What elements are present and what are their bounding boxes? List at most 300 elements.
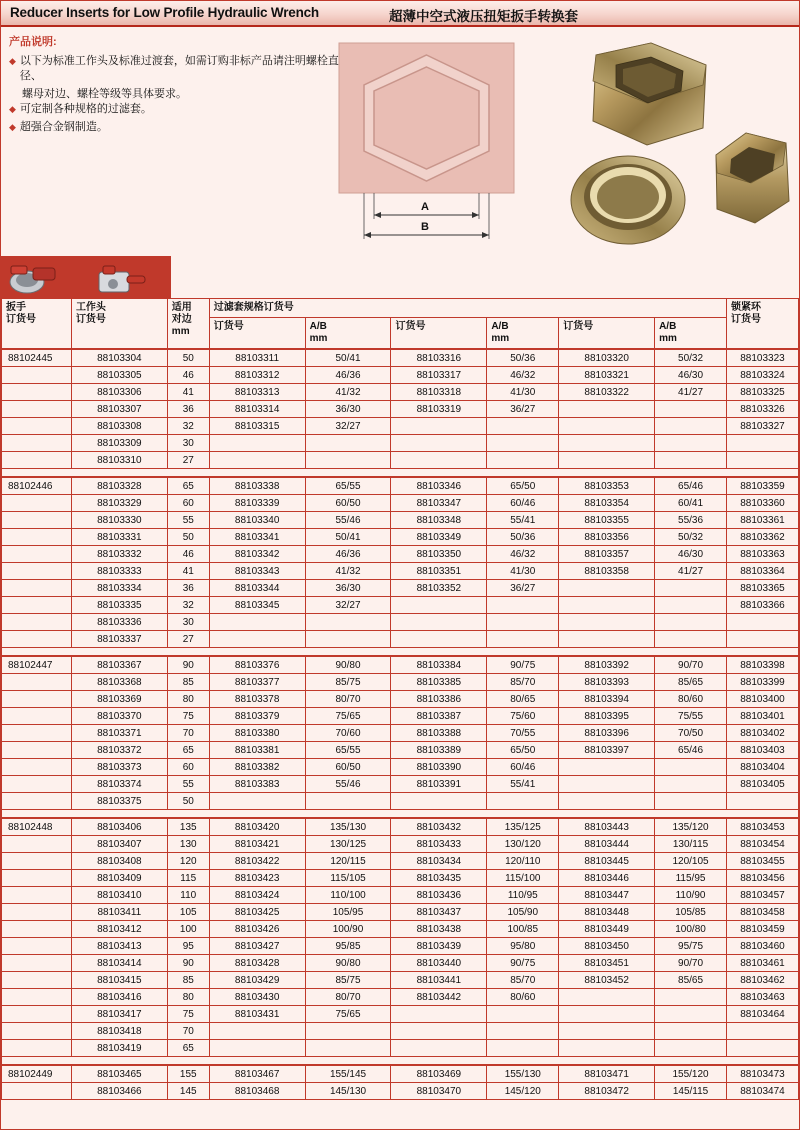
reducer-ab-2: 55/41	[487, 776, 559, 793]
wrench-order-number	[2, 512, 72, 529]
wrench-order-number	[2, 597, 72, 614]
reducer-order-2	[391, 418, 487, 435]
header-text: A/B	[659, 321, 677, 332]
reducer-ab-2: 60/46	[487, 759, 559, 776]
head-order-number: 88103374	[71, 776, 167, 793]
lock-ring-order-number: 88103359	[726, 477, 798, 495]
head-order-number: 88103306	[71, 384, 167, 401]
reducer-order-1	[209, 793, 305, 810]
reducer-order-2: 88103384	[391, 656, 487, 674]
reducer-ab-3: 130/115	[655, 836, 727, 853]
reducer-order-1: 88103430	[209, 989, 305, 1006]
reducer-ab-3: 100/80	[655, 921, 727, 938]
reducer-order-3	[559, 580, 655, 597]
reducer-ab-1: 110/100	[305, 887, 391, 904]
reducer-ab-1	[305, 631, 391, 648]
reducer-ab-3	[655, 435, 727, 452]
lock-ring-order-number: 88103464	[726, 1006, 798, 1023]
reducer-ab-3: 85/65	[655, 674, 727, 691]
head-order-number: 88103309	[71, 435, 167, 452]
lock-ring-order-number: 88103363	[726, 546, 798, 563]
reducer-order-3	[559, 597, 655, 614]
reducer-order-1	[209, 1023, 305, 1040]
reducer-ab-2: 155/130	[487, 1065, 559, 1083]
group-spacer-cell	[2, 1057, 799, 1066]
header-text: 过滤套规格订货号	[213, 302, 294, 313]
reducer-ab-2: 55/41	[487, 512, 559, 529]
wrench-order-number	[2, 384, 72, 401]
group-spacer-cell	[2, 810, 799, 819]
head-order-number: 88103375	[71, 793, 167, 810]
reducer-order-2	[391, 1006, 487, 1023]
lock-ring-order-number: 88103365	[726, 580, 798, 597]
head-order-number: 88103370	[71, 708, 167, 725]
across-flats: 46	[167, 367, 209, 384]
subheader-order-no-3	[559, 318, 655, 350]
header-text: 订货号	[6, 314, 36, 325]
across-flats: 135	[167, 818, 209, 836]
across-flats: 50	[167, 349, 209, 367]
across-flats: 145	[167, 1083, 209, 1100]
table-row	[2, 972, 799, 989]
table-row	[2, 477, 799, 495]
reducer-order-1: 88103376	[209, 656, 305, 674]
reducer-ab-3: 46/30	[655, 546, 727, 563]
reducer-ab-1: 60/50	[305, 495, 391, 512]
product-image-svg	[331, 33, 791, 258]
reducer-ab-3: 70/50	[655, 725, 727, 742]
across-flats: 55	[167, 776, 209, 793]
reducer-ab-1: 80/70	[305, 691, 391, 708]
group-spacer-row	[2, 648, 799, 657]
table-row	[2, 631, 799, 648]
reducer-order-3: 88103356	[559, 529, 655, 546]
lock-ring-order-number: 88103398	[726, 656, 798, 674]
table-row	[2, 512, 799, 529]
description-text: 超强合金钢制造。	[19, 121, 108, 133]
head-order-number: 88103407	[71, 836, 167, 853]
header-text: 订货号	[75, 314, 106, 325]
across-flats: 65	[167, 1040, 209, 1057]
svg-text:A: A	[421, 201, 429, 213]
across-flats: 60	[167, 495, 209, 512]
head-order-number: 88103304	[71, 349, 167, 367]
wrench-order-number	[2, 725, 72, 742]
table-row	[2, 742, 799, 759]
reducer-order-3: 88103443	[559, 818, 655, 836]
lock-ring-order-number: 88103325	[726, 384, 798, 401]
wrench-order-number	[2, 793, 72, 810]
reducer-ab-3: 110/90	[655, 887, 727, 904]
table-row	[2, 495, 799, 512]
reducer-order-1: 88103315	[209, 418, 305, 435]
reducer-order-2	[391, 1023, 487, 1040]
reducer-order-2: 88103316	[391, 349, 487, 367]
reducer-ab-2	[487, 793, 559, 810]
table-row	[2, 870, 799, 887]
across-flats: 50	[167, 529, 209, 546]
reducer-ab-1: 145/130	[305, 1083, 391, 1100]
reducer-ab-1	[305, 793, 391, 810]
reducer-order-3	[559, 793, 655, 810]
reducer-ab-1: 41/32	[305, 384, 391, 401]
table-row	[2, 367, 799, 384]
wrench-order-number	[2, 631, 72, 648]
table-row	[2, 546, 799, 563]
table-row	[2, 418, 799, 435]
reducer-ab-1: 55/46	[305, 776, 391, 793]
reducer-ab-1: 55/46	[305, 512, 391, 529]
subheader-order-no-1	[209, 318, 305, 350]
reducer-order-3: 88103354	[559, 495, 655, 512]
product-description	[9, 33, 339, 138]
reducer-order-1: 88103378	[209, 691, 305, 708]
reducer-ab-2: 90/75	[487, 656, 559, 674]
wrench-order-number	[2, 972, 72, 989]
reducer-order-2: 88103469	[391, 1065, 487, 1083]
reducer-order-1: 88103431	[209, 1006, 305, 1023]
reducer-order-3: 88103446	[559, 870, 655, 887]
header-text: 订货号	[395, 321, 426, 332]
lock-ring-order-number: 88103402	[726, 725, 798, 742]
table-row	[2, 452, 799, 469]
across-flats: 105	[167, 904, 209, 921]
header-across-flats	[167, 299, 209, 350]
reducer-ab-2	[487, 614, 559, 631]
reducer-order-2: 88103470	[391, 1083, 487, 1100]
reducer-ab-2	[487, 1040, 559, 1057]
reducer-ab-1: 50/41	[305, 529, 391, 546]
reducer-order-1: 88103343	[209, 563, 305, 580]
title-bar	[1, 1, 799, 27]
hydraulic-pump-icon	[93, 260, 149, 298]
table-row	[2, 674, 799, 691]
reducer-ab-3	[655, 776, 727, 793]
group-spacer-cell	[2, 469, 799, 478]
head-order-number: 88103419	[71, 1040, 167, 1057]
reducer-order-1: 88103425	[209, 904, 305, 921]
reducer-ab-2: 105/90	[487, 904, 559, 921]
bullet-icon: ◆	[9, 56, 16, 66]
bullet-icon: ◆	[9, 104, 16, 114]
reducer-ab-1: 115/105	[305, 870, 391, 887]
across-flats: 36	[167, 401, 209, 418]
header-lock-ring-order	[726, 299, 798, 350]
reducer-ab-2: 85/70	[487, 674, 559, 691]
across-flats: 30	[167, 614, 209, 631]
reducer-ab-1: 75/65	[305, 708, 391, 725]
head-order-number: 88103328	[71, 477, 167, 495]
lock-ring-order-number: 88103456	[726, 870, 798, 887]
reducer-ab-2: 120/110	[487, 853, 559, 870]
reducer-ab-2	[487, 1006, 559, 1023]
lock-ring-order-number: 88103399	[726, 674, 798, 691]
wrench-order-number	[2, 614, 72, 631]
reducer-order-3	[559, 759, 655, 776]
lock-ring-order-number: 88103458	[726, 904, 798, 921]
reducer-order-3: 88103393	[559, 674, 655, 691]
reducer-order-2	[391, 793, 487, 810]
reducer-ab-3: 80/60	[655, 691, 727, 708]
reducer-ab-3: 105/85	[655, 904, 727, 921]
wrench-order-number	[2, 1083, 72, 1100]
lock-ring-order-number	[726, 435, 798, 452]
head-order-number: 88103368	[71, 674, 167, 691]
lock-ring-order-number: 88103405	[726, 776, 798, 793]
reducer-order-2: 88103346	[391, 477, 487, 495]
reducer-order-2: 88103352	[391, 580, 487, 597]
reducer-ab-3: 75/55	[655, 708, 727, 725]
table-row	[2, 1040, 799, 1057]
reducer-ab-3	[655, 452, 727, 469]
reducer-ab-3	[655, 631, 727, 648]
reducer-order-2: 88103388	[391, 725, 487, 742]
across-flats: 130	[167, 836, 209, 853]
across-flats: 27	[167, 631, 209, 648]
subheader-ab-3	[655, 318, 727, 350]
reducer-ab-1: 85/75	[305, 674, 391, 691]
across-flats: 50	[167, 793, 209, 810]
reducer-ab-1: 130/125	[305, 836, 391, 853]
lock-ring-order-number: 88103455	[726, 853, 798, 870]
reducer-order-1: 88103314	[209, 401, 305, 418]
reducer-ab-3: 50/32	[655, 349, 727, 367]
reducer-ab-1	[305, 614, 391, 631]
table-row	[2, 938, 799, 955]
lock-ring-order-number: 88103364	[726, 563, 798, 580]
table-row	[2, 691, 799, 708]
reducer-ab-1: 65/55	[305, 742, 391, 759]
reducer-ab-3	[655, 597, 727, 614]
reducer-order-2: 88103390	[391, 759, 487, 776]
reducer-ab-1: 120/115	[305, 853, 391, 870]
across-flats: 85	[167, 674, 209, 691]
reducer-order-1	[209, 435, 305, 452]
reducer-order-3	[559, 435, 655, 452]
lock-ring-order-number: 88103403	[726, 742, 798, 759]
reducer-ab-1: 90/80	[305, 656, 391, 674]
lock-ring-order-number: 88103457	[726, 887, 798, 904]
across-flats: 155	[167, 1065, 209, 1083]
reducer-ab-3: 41/27	[655, 384, 727, 401]
across-flats: 100	[167, 921, 209, 938]
table-row	[2, 1065, 799, 1083]
wrench-order-number: 88102448	[2, 818, 72, 836]
wrench-order-number	[2, 401, 72, 418]
wrench-order-number	[2, 989, 72, 1006]
head-order-number: 88103335	[71, 597, 167, 614]
reducer-ab-2	[487, 597, 559, 614]
page-title-chinese: 超薄中空式液压扭矩扳手转换套	[389, 9, 578, 24]
reducer-ab-2: 135/125	[487, 818, 559, 836]
reducer-order-2: 88103433	[391, 836, 487, 853]
group-spacer-cell	[2, 648, 799, 657]
reducer-order-1: 88103429	[209, 972, 305, 989]
reducer-order-1: 88103312	[209, 367, 305, 384]
header-text: mm	[659, 333, 677, 344]
wrench-order-number	[2, 1006, 72, 1023]
reducer-ab-2	[487, 631, 559, 648]
reducer-order-3: 88103445	[559, 853, 655, 870]
head-order-number: 88103373	[71, 759, 167, 776]
head-order-number: 88103418	[71, 1023, 167, 1040]
header-text: mm	[309, 333, 328, 344]
head-order-number: 88103412	[71, 921, 167, 938]
across-flats: 41	[167, 563, 209, 580]
reducer-order-1: 88103467	[209, 1065, 305, 1083]
table-header-row	[2, 299, 799, 318]
wrench-order-number	[2, 563, 72, 580]
head-order-number: 88103337	[71, 631, 167, 648]
reducer-ab-3: 115/95	[655, 870, 727, 887]
reducer-order-2: 88103347	[391, 495, 487, 512]
head-order-number: 88103367	[71, 656, 167, 674]
head-order-number: 88103336	[71, 614, 167, 631]
reducer-ab-3: 65/46	[655, 742, 727, 759]
reducer-ab-3	[655, 989, 727, 1006]
reducer-ab-1	[305, 1040, 391, 1057]
reducer-ab-3: 46/30	[655, 367, 727, 384]
reducer-order-1: 88103377	[209, 674, 305, 691]
head-order-number: 88103371	[71, 725, 167, 742]
head-order-number: 88103332	[71, 546, 167, 563]
table-row	[2, 853, 799, 870]
reducer-ab-3: 90/70	[655, 955, 727, 972]
reducer-ab-1: 70/60	[305, 725, 391, 742]
lock-ring-order-number: 88103324	[726, 367, 798, 384]
table-body	[2, 349, 799, 1100]
reducer-order-2: 88103350	[391, 546, 487, 563]
reducer-order-2: 88103318	[391, 384, 487, 401]
group-spacer-row	[2, 1057, 799, 1066]
table-row	[2, 776, 799, 793]
reducer-order-2	[391, 1040, 487, 1057]
head-order-number: 88103307	[71, 401, 167, 418]
head-order-number: 88103408	[71, 853, 167, 870]
across-flats: 110	[167, 887, 209, 904]
table-row	[2, 725, 799, 742]
reducer-order-3	[559, 401, 655, 418]
header-reducer-group	[209, 299, 726, 318]
head-order-number: 88103308	[71, 418, 167, 435]
description-text: 可定制各种规格的过滤套。	[19, 103, 152, 115]
reducer-order-3	[559, 1023, 655, 1040]
reducer-order-3	[559, 614, 655, 631]
reducer-order-2: 88103439	[391, 938, 487, 955]
table-row	[2, 349, 799, 367]
header-text: mm	[491, 333, 510, 344]
header-text: mm	[171, 326, 190, 337]
lock-ring-order-number	[726, 1040, 798, 1057]
reducer-ab-3: 50/32	[655, 529, 727, 546]
across-flats: 115	[167, 870, 209, 887]
lock-ring-order-number: 88103361	[726, 512, 798, 529]
across-flats: 30	[167, 435, 209, 452]
head-order-number: 88103415	[71, 972, 167, 989]
wrench-order-number	[2, 1040, 72, 1057]
reducer-ab-2: 145/120	[487, 1083, 559, 1100]
reducer-order-2: 88103386	[391, 691, 487, 708]
across-flats: 75	[167, 708, 209, 725]
reducer-ab-1: 85/75	[305, 972, 391, 989]
reducer-ab-1: 32/27	[305, 418, 391, 435]
head-order-number: 88103413	[71, 938, 167, 955]
head-order-number: 88103411	[71, 904, 167, 921]
reducer-order-3	[559, 776, 655, 793]
reducer-ab-1: 105/95	[305, 904, 391, 921]
table-row	[2, 401, 799, 418]
lock-ring-order-number: 88103327	[726, 418, 798, 435]
reducer-ab-2	[487, 435, 559, 452]
reducer-ab-3	[655, 793, 727, 810]
reducer-order-1: 88103380	[209, 725, 305, 742]
reducer-ab-1: 46/36	[305, 367, 391, 384]
reducer-order-3: 88103450	[559, 938, 655, 955]
head-order-number: 88103334	[71, 580, 167, 597]
wrench-order-number	[2, 546, 72, 563]
wrench-order-number	[2, 836, 72, 853]
reducer-order-1: 88103313	[209, 384, 305, 401]
reducer-order-1	[209, 631, 305, 648]
table-row	[2, 904, 799, 921]
header-head-order	[71, 299, 167, 350]
across-flats: 32	[167, 597, 209, 614]
lock-ring-order-number: 88103323	[726, 349, 798, 367]
table-row	[2, 597, 799, 614]
reducer-order-3: 88103471	[559, 1065, 655, 1083]
reducer-order-3: 88103355	[559, 512, 655, 529]
reducer-ab-1: 135/130	[305, 818, 391, 836]
reducer-order-1: 88103422	[209, 853, 305, 870]
reducer-order-1: 88103382	[209, 759, 305, 776]
reducer-order-2	[391, 597, 487, 614]
lock-ring-order-number: 88103460	[726, 938, 798, 955]
header-text: 工作头	[75, 302, 106, 313]
reducer-order-1: 88103342	[209, 546, 305, 563]
table-row	[2, 1006, 799, 1023]
lock-ring-order-number: 88103474	[726, 1083, 798, 1100]
reducer-ab-1: 65/55	[305, 477, 391, 495]
reducer-order-1: 88103344	[209, 580, 305, 597]
reducer-order-3	[559, 1040, 655, 1057]
head-order-number: 88103414	[71, 955, 167, 972]
lock-ring-order-number	[726, 452, 798, 469]
reducer-ab-2: 100/85	[487, 921, 559, 938]
reducer-order-3: 88103394	[559, 691, 655, 708]
reducer-ab-2: 95/80	[487, 938, 559, 955]
reducer-ab-2	[487, 1023, 559, 1040]
wrench-order-number	[2, 759, 72, 776]
description-item	[9, 102, 339, 117]
reducer-order-2: 88103385	[391, 674, 487, 691]
reducer-ab-2: 90/75	[487, 955, 559, 972]
reducer-ab-1	[305, 452, 391, 469]
across-flats: 65	[167, 477, 209, 495]
reducer-order-1: 88103428	[209, 955, 305, 972]
wrench-order-number: 88102449	[2, 1065, 72, 1083]
wrench-order-number	[2, 495, 72, 512]
reducer-order-3	[559, 989, 655, 1006]
table-row	[2, 759, 799, 776]
reducer-order-3: 88103357	[559, 546, 655, 563]
lock-ring-order-number	[726, 793, 798, 810]
reducer-ab-2: 46/32	[487, 367, 559, 384]
reducer-order-1: 88103345	[209, 597, 305, 614]
reducer-ab-2: 75/60	[487, 708, 559, 725]
reducer-order-1: 88103341	[209, 529, 305, 546]
reducer-order-2: 88103387	[391, 708, 487, 725]
wrench-order-number	[2, 1023, 72, 1040]
